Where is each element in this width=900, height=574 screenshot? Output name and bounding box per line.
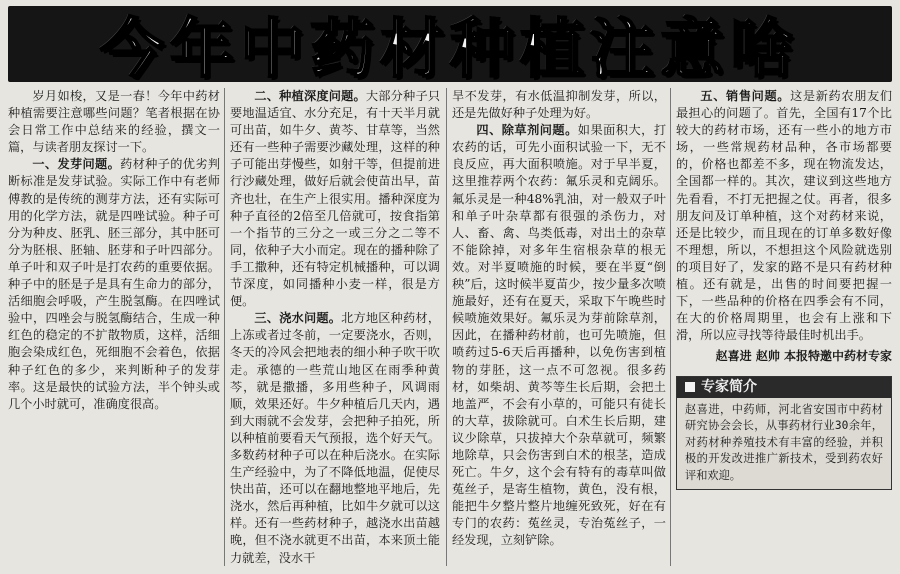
square-bullet-icon [685,382,695,392]
section-1-paragraph [8,156,220,412]
section-3-paragraph [230,310,440,566]
section-3-heading: 三、浇水问题。 [254,311,342,326]
section-2-heading: 二、种植深度问题。 [254,89,366,103]
author-byline: 赵喜进 赵帅 本报特邀中药材专家 [715,349,892,364]
section-5-paragraph [676,88,892,344]
section-5-heading: 五、销售问题。 [700,89,791,103]
column-divider [670,88,671,566]
intro-paragraph: 岁月如梭，又是一春！今年中药材种植需要注意哪些问题？笔者根据在协会日常工作中总结来的经验，撰文一篇，与读者朋友探讨一下。 [8,89,220,155]
headline-banner [8,6,892,87]
section-1-body: 药材种子的优劣判断标准是发芽试验。实际工作中有老师傅教的是传统的测芽方法，还有实际可用的化学方法，就是四唑试验。种子可分为种皮、胚乳、胚三部分，其中胚可分为胚根、胚轴、胚芽和子叶四部分。单子叶和双子叶是打农药的重要依据。种子中的胚是子是具有生命力的部分，活细胞会呼吸，产生脱氢酶。在四唑试验中，四唑会与脱氢酶结合，生成一种红色的稳定的不扩散物质，这样，活细胞会染成红色，死细胞不会着色，依据种子红色的多少，来判断种子的发芽率。这是最快的试验方法，半个钟头或几个小时就可，准确度很高。 [8,157,220,411]
expert-profile-header [677,377,891,398]
expert-profile-box [676,376,892,490]
section-2-body: 大部分种子只要地温适宜、水分充足，有十天半月就可出苗，如牛夕、黄芩、甘草等，当然还有一些种子需要沙藏处理，这样的种子可能出芽慢些，如射干等，但提前进行沙藏处理，做好后就会使苗出早，苗齐也壮，在生产上很实用。播种深度为种子直径的2倍至几倍就可，按食指第一个指节的三分之一或三分之二等不同，依种子大小而定。现在的播种除了手工撒种，还有特定机械播种，可以调节深度，如同播种小麦一样，很是方便。 [230,89,440,309]
section-4-body: 如果面积大，打农药的话，可先小面积试验一下，无不良反应，再大面积喷施。对于早半夏，这里推荐两个农药：氟乐灵和克阔乐。氟乐灵是一种48%乳油，对一般双子叶和单子叶杂草都有很强的杀伤力，对人、畜、禽、鸟类低毒，对出土的杂草不能除掉，对多年生宿根杂草的根无效。对半夏喷施的时候，要在半夏“倒秧”后，这时候半夏苗少，按少量多次喷施最好，还有在夏天，采取下午晚些时候喷施效果好。氟乐灵为芽前除草剂，因此，在播种药材前，也可先喷施，但喷药过5-6天后再播种，以免伤害到植物的芽胚，这一点不可忽视。很多药材，如柴胡、黄芩等生长后期，会把土地盖严，不会有小草的，可能只有徒长的大草，拔除就可。白术生长后期，建议少除草，只拔掉大个杂草就可，频繁地除草，只会伤害到白术的根茎，造成死亡。牛夕，这个会有特有的毒草叫做菟丝子，是寄生植物，黄色，没有根，能把牛夕整片整片地缠死致死，好在有专门的农药：菟丝灵，专治菟丝子，一经发现，立刻铲除。 [452,123,666,548]
section-2-paragraph [230,88,440,310]
section-4-paragraph [452,122,666,549]
expert-profile-title: 专家简介 [701,378,757,395]
column-3 [452,88,666,568]
section-1-heading: 一、发芽问题。 [32,157,121,172]
section-3-body: 北方地区种药材，上冻或者过冬前，一定要浇水，否则，冬天的冷风会把地表的细小种子吹干吹走。承德的一些荒山地区在雨季种黄芩，就是撒播，多用些种子，风调雨顺，效果还好。牛夕种植后几天内，遇到大雨就不会发芽，会把种子拍死，所以种植前要看天气预报，选个好天气。多数药材种子可以在种后浇水。在实际生产经验中，为了不降低地温，促使尽快出苗，还可以在翻地整地平地后，先浇水，然后再种植，比如牛夕就可以这样。还有一些药材种子，越浇水出苗越晚，但不浇水就更不出苗，本来顶土能力就差，没水干 [230,311,440,565]
column-4 [676,88,892,568]
section-5-body: 这是新药农朋友们最担心的问题了。首先，全国有17个比较大的药材市场，还有一些小的地方市场，一些常规药材品种，各市场都要的，价格也都差不多，现在物流发达，全国都一样的。其次，建议到这些地方先看看，不打无把握之仗。再者，很多朋友问及订单种植，这个对药材来说，还是比较少，而且现在的订单多数好像不理想，所以，不想担这个风险就选别的项目好了，发家的路不是只有药材种植。还有就是，出售的时间要把握一下，一些品种的价格在四季会有不同，在大的价格周期里，也会有上涨和下滑，所以应寻找等待最佳时机出手。 [676,89,892,343]
column-2 [230,88,440,568]
column-1 [8,88,220,568]
headline: 今年中药材种植注意啥 [100,13,800,87]
column-divider [446,88,447,566]
column-divider [224,88,225,566]
section-3-continuation: 旱不发芽，有水低温抑制发芽，所以，还是先做好种子处理为好。 [452,89,666,121]
expert-profile-text: 赵喜进，中药师，河北省安国市中药材研究协会会长，从事药材行业30余年，对药材种养殖技术有丰富的经验，并积极的开发改进推广新技术，受到药农好评和欢迎。 [685,402,883,482]
section-4-heading: 四、除草剂问题。 [476,123,578,138]
